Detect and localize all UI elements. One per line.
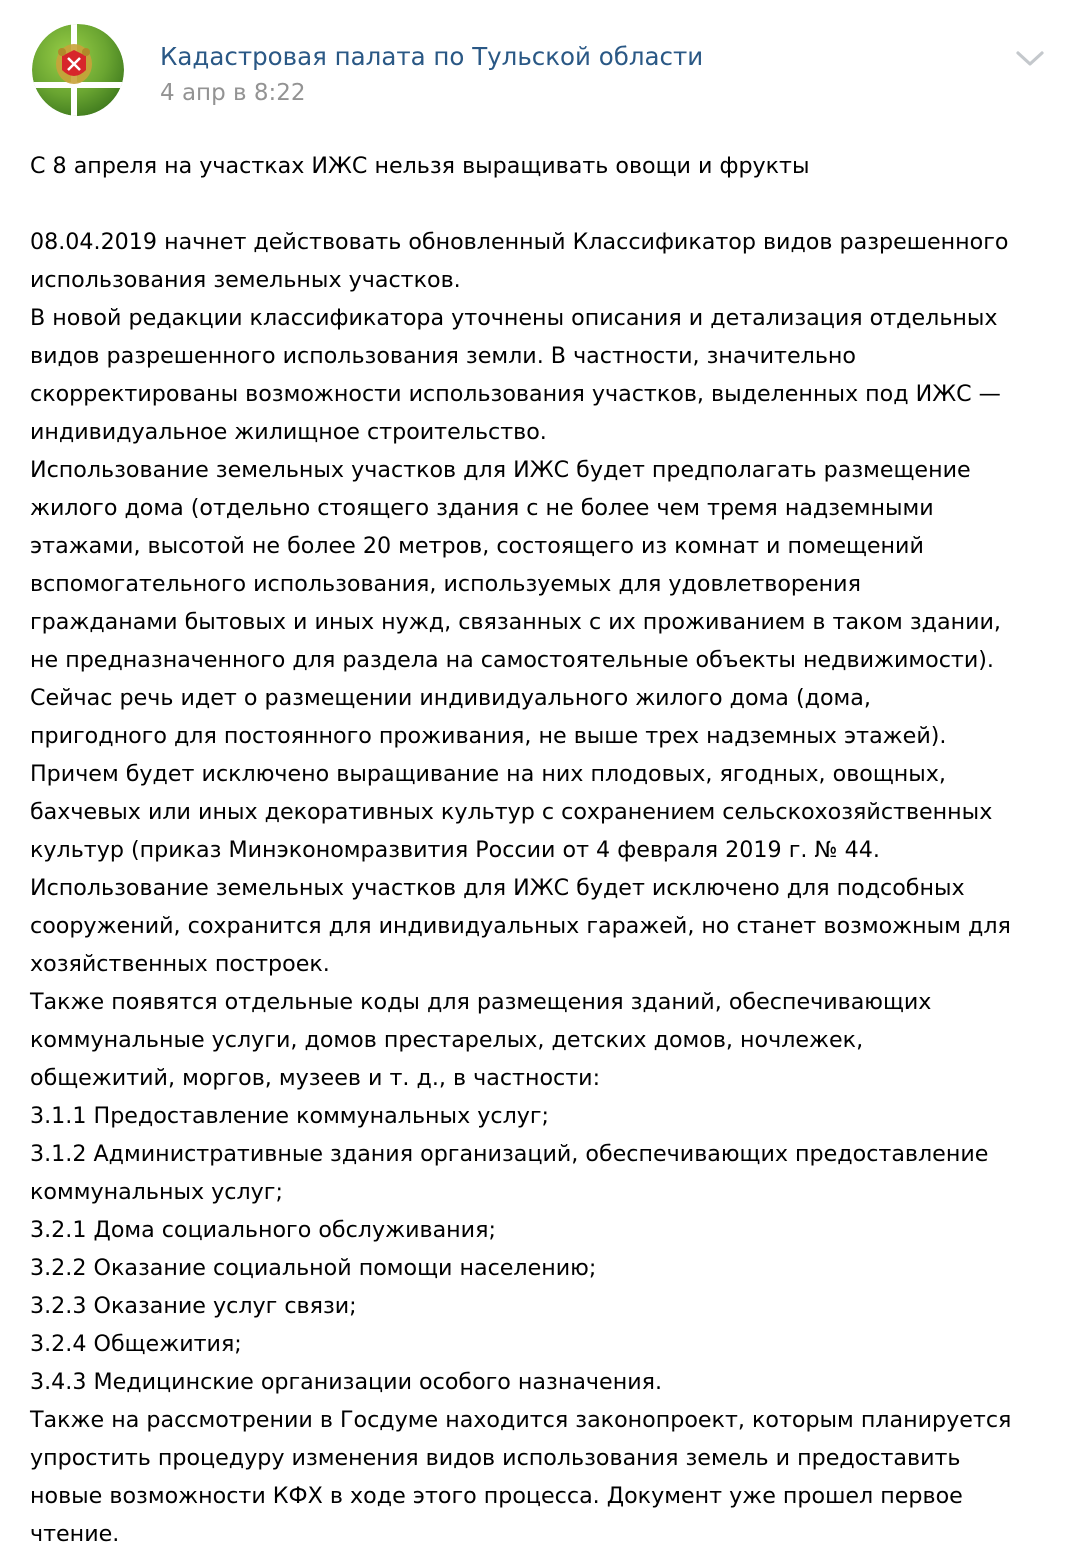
text-line: 3.1.2 Административные здания организаций, обеспечивающих предоставление xyxy=(30,1141,989,1167)
chevron-down-icon[interactable] xyxy=(1012,44,1048,72)
text-line: общежитий, моргов, музеев и т. д., в частности: xyxy=(30,1065,601,1091)
author-avatar[interactable] xyxy=(32,24,124,116)
text-line: В новой редакции классификатора уточнены описания и детализация отдельных xyxy=(30,305,998,331)
text-line: индивидуальное жилищное строительство. xyxy=(30,419,547,445)
paragraph-spacer xyxy=(30,185,1060,223)
text-line: 3.4.3 Медицинские организации особого назначения. xyxy=(30,1369,663,1395)
author-name-link[interactable]: Кадастровая палата по Тульской области xyxy=(160,42,704,71)
text-line: жилого дома (отдельно стоящего здания с не более чем тремя надземными xyxy=(30,495,934,521)
text-line: Использование земельных участков для ИЖС будет предполагать размещение xyxy=(30,457,971,483)
text-line: использования земельных участков. xyxy=(30,267,461,293)
post-date-link[interactable]: 4 апр в 8:22 xyxy=(160,80,306,106)
text-line: чтение. xyxy=(30,1521,120,1547)
text-line: видов разрешенного использования земли. В частности, значительно xyxy=(30,343,856,369)
text-line: коммунальных услуг; xyxy=(30,1179,283,1205)
text-line: Сейчас речь идет о размещении индивидуального жилого дома (дома, xyxy=(30,685,871,711)
text-line: этажами, высотой не более 20 метров, состоящего из комнат и помещений xyxy=(30,533,924,559)
rosreestr-emblem-avatar xyxy=(32,24,124,116)
text-line: коммунальные услуги, домов престарелых, детских домов, ночлежек, xyxy=(30,1027,864,1053)
text-line: Использование земельных участков для ИЖС будет исключено для подсобных xyxy=(30,875,965,901)
text-line: сооружений, сохранится для индивидуальных гаражей, но станет возможным для xyxy=(30,913,1011,939)
text-line: скорректированы возможности использования участков, выделенных под ИЖС — xyxy=(30,381,1001,407)
text-line: Также появятся отдельные коды для размещения зданий, обеспечивающих xyxy=(30,989,932,1015)
text-line: не предназначенного для раздела на самостоятельные объекты недвижимости). xyxy=(30,647,994,673)
text-line: 3.2.4 Общежития; xyxy=(30,1331,242,1357)
text-line: бахчевых или иных декоративных культур с сохранением сельскохозяйственных xyxy=(30,799,993,825)
text-line: 08.04.2019 начнет действовать обновленный Классификатор видов разрешенного xyxy=(30,229,1009,255)
text-line: 3.2.3 Оказание услуг связи; xyxy=(30,1293,357,1319)
text-line: 3.1.1 Предоставление коммунальных услуг; xyxy=(30,1103,550,1129)
text-line: 3.2.1 Дома социального обслуживания; xyxy=(30,1217,496,1243)
text-line: гражданами бытовых и иных нужд, связанных с их проживанием в таком здании, xyxy=(30,609,1001,635)
text-line: пригодного для постоянного проживания, не выше трех надземных этажей). xyxy=(30,723,947,749)
text-line: Причем будет исключено выращивание на них плодовых, ягодных, овощных, xyxy=(30,761,946,787)
text-line: культур (приказ Минэкономразвития России от 4 февраля 2019 г. № 44. xyxy=(30,837,880,863)
text-line: 3.2.2 Оказание социальной помощи населению; xyxy=(30,1255,597,1281)
text-line: новые возможности КФХ в ходе этого процесса. Документ уже прошел первое xyxy=(30,1483,963,1509)
text-line: хозяйственных построек. xyxy=(30,951,330,977)
post-text xyxy=(30,147,1060,1553)
post-title: С 8 апреля на участках ИЖС нельзя выращивать овощи и фрукты xyxy=(30,153,810,179)
text-line: вспомогательного использования, используемых для удовлетворения xyxy=(30,571,861,597)
text-line: Также на рассмотрении в Госдуме находится законопроект, которым планируется xyxy=(30,1407,1012,1433)
text-line: упростить процедуру изменения видов использования земель и предоставить xyxy=(30,1445,961,1471)
